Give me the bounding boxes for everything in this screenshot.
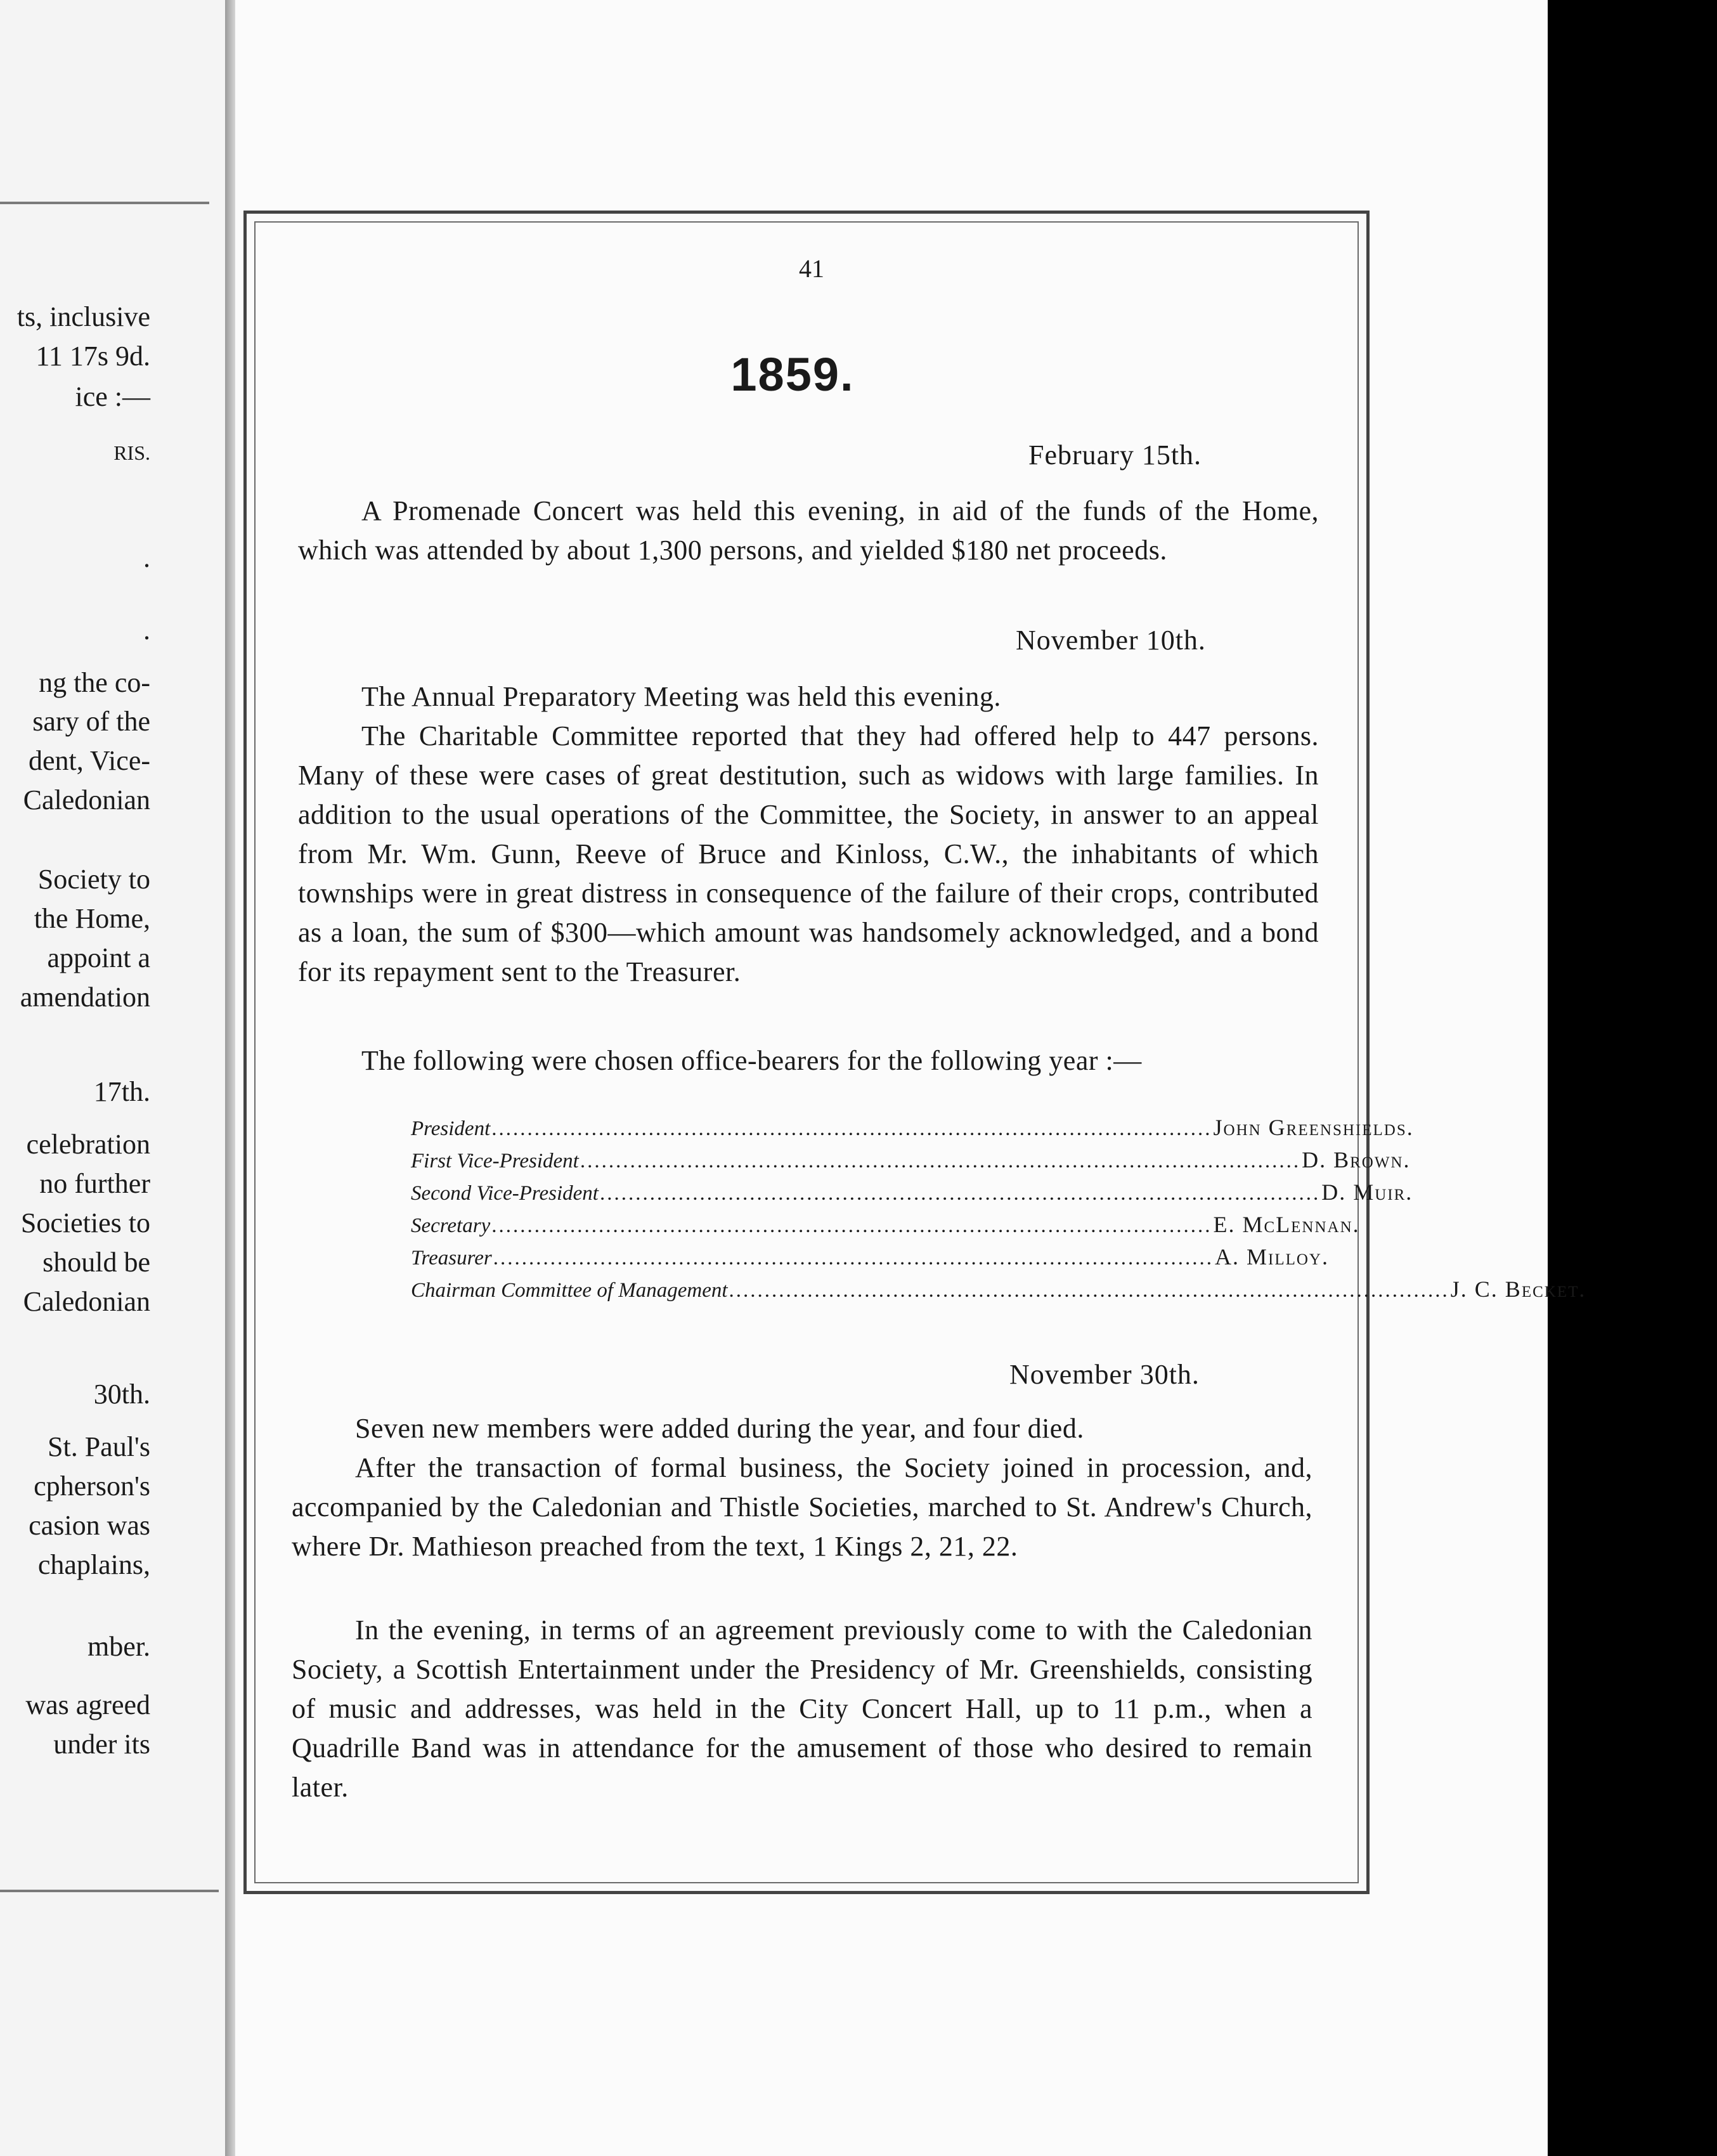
- left-fragment: dent, Vice-: [28, 745, 150, 776]
- officer-role: Second Vice-President: [411, 1182, 599, 1205]
- left-fragment: was agreed: [25, 1689, 150, 1720]
- year-heading: 1859.: [730, 348, 855, 401]
- left-fragment: amendation: [20, 982, 150, 1013]
- officer-row: [411, 1114, 1414, 1146]
- left-fragment: sary of the: [32, 706, 150, 737]
- office-bearers-list: [411, 1114, 1586, 1308]
- officer-role: Secretary: [411, 1214, 491, 1237]
- left-fragment: .: [143, 542, 150, 573]
- entry-date: November 10th.: [1016, 625, 1206, 656]
- entry-paragraph: The Annual Preparatory Meeting was held this evening.: [361, 681, 1001, 712]
- officer-name: A. Milloy.: [1215, 1244, 1329, 1270]
- left-fragment: Societies to: [20, 1207, 150, 1238]
- left-fragment: Caledonian: [23, 784, 150, 815]
- leader-dots: .....................................................................................................: [599, 1182, 1321, 1205]
- left-fragment: celebration: [26, 1129, 150, 1160]
- entry-paragraph: In the evening, in terms of an agreement previously come to with the Caledonian Society, a Scottish Entertainment under the Presidency of Mr. Greenshields, consisting of music and addresses, was held in the City Concert Hall, up to 11 p.m., when a Quadrille Band was in attendance for the amusement of those who desired to remain later.: [292, 1614, 1312, 1803]
- left-fragment: ice :—: [75, 381, 150, 412]
- left-fragment: appoint a: [47, 942, 150, 973]
- officer-row: [411, 1276, 1586, 1308]
- leader-dots: .....................................................................................................: [729, 1279, 1449, 1302]
- entry-paragraph: The following were chosen office-bearers for the following year :—: [361, 1045, 1142, 1076]
- left-fragment: no further: [39, 1168, 150, 1199]
- entry-paragraph: A Promenade Concert was held this evening, in aid of the funds of the Home, which was attended by about 1,300 persons, and yielded $180 net proceeds.: [298, 495, 1319, 566]
- officer-role: Treasurer: [411, 1247, 492, 1270]
- page-number: 41: [799, 254, 824, 283]
- left-fragment: St. Paul's: [48, 1431, 150, 1462]
- left-facing-page: [0, 0, 225, 2156]
- left-fragment: 11 17s 9d.: [36, 341, 150, 372]
- officer-role: President: [411, 1117, 491, 1140]
- left-fragment: casion was: [29, 1510, 150, 1541]
- officer-row: [411, 1211, 1360, 1244]
- left-fragment: ts, inclusive: [16, 301, 150, 332]
- entry-paragraph: The Charitable Committee reported that they had offered help to 447 persons. Many of these were cases of great destitution, such as widows with large families. In addition to the usual operations of the Committee, the Society, in answer to an appeal from Mr. Wm. Gunn, Reeve of Bruce and Kinloss, C.W., the inhabitants of which townships were in great distress in consequence of the failure of their crops, contributed as a loan, the sum of $300—which amount was handsomely acknowledged, and a bond for its repayment sent to the Treasurer.: [298, 720, 1319, 987]
- officer-row: [411, 1244, 1329, 1276]
- book-gutter: [225, 0, 235, 2156]
- leader-dots: .....................................................................................................: [580, 1150, 1301, 1172]
- officer-name: E. McLennan.: [1213, 1212, 1360, 1237]
- officer-row: [411, 1179, 1413, 1211]
- entry-paragraph: Seven new members were added during the year, and four died.: [355, 1413, 1084, 1444]
- left-fragment: 30th.: [93, 1379, 150, 1410]
- left-fragment: the Home,: [34, 903, 150, 934]
- leader-dots: .....................................................................................................: [493, 1247, 1214, 1270]
- left-fragment: mber.: [87, 1631, 150, 1662]
- left-fragment: under its: [53, 1729, 150, 1760]
- left-fragment: cpherson's: [34, 1471, 150, 1502]
- leader-dots: .....................................................................................................: [491, 1117, 1212, 1140]
- entry-date: November 30th.: [1009, 1359, 1200, 1390]
- officer-role: First Vice-President: [411, 1150, 579, 1172]
- left-fragment: Caledonian: [23, 1286, 150, 1317]
- left-fragment: chaplains,: [37, 1549, 150, 1580]
- left-page-bottom-rule: [0, 1890, 219, 1892]
- entry-paragraph: After the transaction of formal business, the Society joined in procession, and, accompanied by the Caledonian and Thistle Societies, marched to St. Andrew's Church, where Dr. Mathieson preached from the text, 1 Kings 2, 21, 22.: [292, 1452, 1312, 1562]
- officer-name: John Greenshields.: [1213, 1115, 1414, 1140]
- entry-date: February 15th.: [1028, 439, 1202, 471]
- left-fragment: should be: [42, 1247, 150, 1278]
- left-fragment: ng the co-: [39, 667, 150, 698]
- left-fragment: RIS.: [113, 441, 150, 464]
- left-fragment: .: [143, 614, 150, 646]
- left-fragment: 17th.: [93, 1076, 150, 1107]
- officer-role: Chairman Committee of Management: [411, 1279, 728, 1302]
- officer-name: D. Brown.: [1302, 1147, 1411, 1172]
- left-fragment: Society to: [37, 864, 150, 895]
- officer-row: [411, 1146, 1411, 1179]
- officer-name: D. Muir.: [1321, 1179, 1413, 1205]
- left-page-top-rule: [0, 202, 209, 204]
- officer-name: J. C. Becket.: [1450, 1276, 1586, 1302]
- leader-dots: .....................................................................................................: [491, 1214, 1212, 1237]
